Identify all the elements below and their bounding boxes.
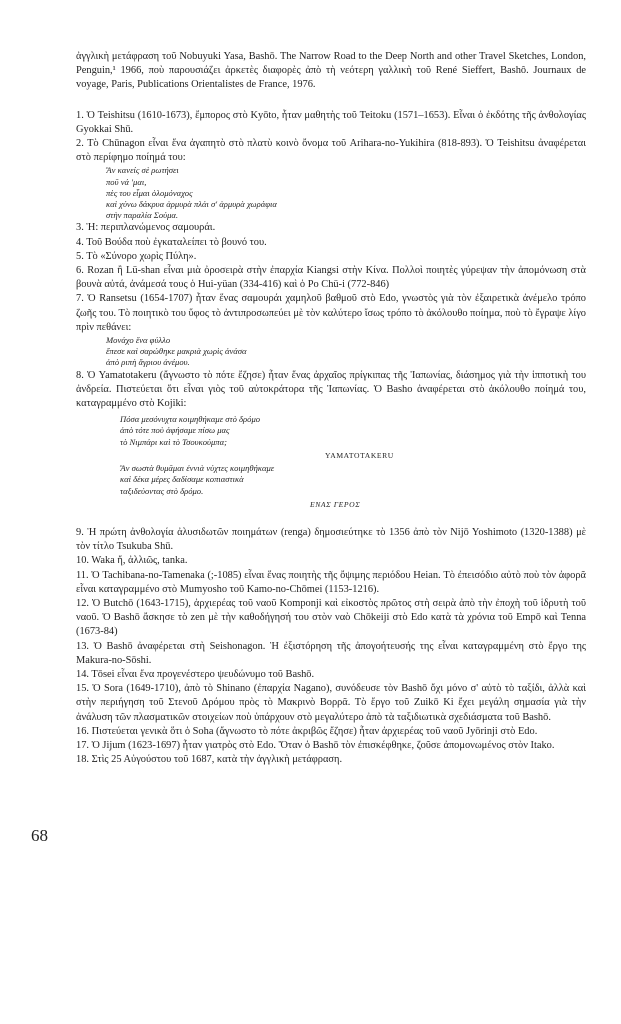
note-8: 8. Ὁ Yamatotakeru (ἄγνωστο τὸ πότε ἔζησε) ἦταν ἕνας ἀρχαῖος πρίγκιπας τῆς Ἰαπωνίας, διάσημος γιὰ τὴν ἱπποτικὴ του ἀνδρεία. Πιστεύεται ὅτι εἶναι γιὸς τοῦ αὐτοκράτορα τῆς Ἰαπωνίας. Ὁ Basho ἀναφέρεται στὸ ἀκόλουθο ποίημά του, καταγραμμένο στὸ Kojiki: xyxy=(76,369,586,410)
poem-line: Ἂν σωστὰ θυμᾶμαι ἐννιὰ νύχτες κοιμηθήκαμε xyxy=(120,463,275,474)
spacer xyxy=(76,510,586,526)
poem-line: καὶ χύνω δάκρυα ἁρμυρὰ πλάι σ' ἁρμυρὰ χωράφια xyxy=(106,199,277,210)
note-2-poem xyxy=(106,165,586,221)
poem-line: ἔπεσε καὶ σαρώθηκε μακριὰ χωρὶς ἀνάσα xyxy=(106,346,247,357)
page-number: 68 xyxy=(31,826,48,845)
spacer xyxy=(76,93,586,109)
note-8-poem-1 xyxy=(120,414,586,510)
note-14: 14. Tōsei εἶναι ἕνα προγενέστερο ψευδώνυμο τοῦ Bashō. xyxy=(76,668,315,680)
intro-paragraph: ἀγγλικὴ μετάφραση τοῦ Nobuyuki Yasa, Bashō. The Narrow Road to the Deep North and other Travel Sketches, London, Penguin,¹ 1966, ποὺ παρουσιάζει ἀρκετὲς διαφορὲς ἀπὸ τὴ νεότερη γαλλικὴ τοῦ René Sieffert, Bashô. Journaux de voyage, Paris, Publications Orientalistes de France, 1976. xyxy=(76,51,586,91)
poem-line: καὶ δέκα μέρες δαδίσαμε κοπιαστικὰ xyxy=(120,474,244,485)
note-7-poem xyxy=(106,335,586,369)
note-1: 1. Ὁ Teishitsu (1610-1673), ἔμπορος στὸ Kyōto, ἦταν μαθητὴς τοῦ Teitoku (1571–1653). Εἶναι ὁ ἐκδότης τῆς ἀνθολογίας Gyokkai Shū. xyxy=(76,109,586,135)
poem-line: Μονάχο ἕνα φύλλο xyxy=(106,335,171,346)
note-10: 10. Waka ἤ, ἀλλιῶς, tanka. xyxy=(76,555,188,567)
poem-signature: ΕΝΑΣ ΓΕΡΟΣ xyxy=(310,499,361,509)
poem-line: τὸ Νιμπάρι καὶ τὸ Τσουκούμπα; xyxy=(120,436,227,447)
note-15: 15. Ὁ Sora (1649-1710), ἀπὸ τὸ Shinano (ἐπαρχία Nagano), συνόδευσε τὸν Bashō ὄχι μόνο σ' αὐτὸ τὸ ταξίδι, ἀλλὰ καὶ στὴν περιήγηση τοῦ Στενοῦ Δρόμου πρὸς τὸ Μακρινὸ Βορρᾶ. Τὸ ἔργο τοῦ Zuikō Ki ἔχει μεγάλη σημασία γιὰ τὴν ἀνάλυση τῶν πλασματικῶν στοιχείων ποὺ ὑπάρχουν στὸ μεγαλύτερο ἀπὸ τὰ ταξιδιωτικὰ σχεδιάσματα τοῦ Bashō. xyxy=(76,683,586,723)
note-4: 4. Τοῦ Βούδα ποὺ ἐγκαταλείπει τὸ βουνό του. xyxy=(76,236,267,248)
note-5: 5. Τὸ «Σύνορο χωρὶς Πύλη». xyxy=(76,250,197,262)
note-6: 6. Rozan ἢ Lü-shan εἶναι μιὰ ὀροσειρὰ στὴν ἐπαρχία Kiangsi στὴν Κίνα. Πολλοὶ ποιητὲς γύρεψαν τὴν ἀπομόνωση στὰ βουνὰ αὐτά, ἀνάμεσά τους ὁ Hui-yüan (334-416) καὶ ὁ Po Chü-i (772-846) xyxy=(76,265,586,291)
note-18: 18. Στὶς 25 Αὐγούστου τοῦ 1687, κατὰ τὴν ἀγγλικὴ μετάφραση. xyxy=(76,754,343,766)
poem-signature: YAMATOTAKERU xyxy=(325,450,394,460)
note-2: 2. Τὸ Chūnagon εἶναι ἕνα ἀγαπητὸ στὸ πλατὺ κοινὸ ὄνομα τοῦ Arihara-no-Yukihira (818-893). Ὁ Teishitsu ἀναφέρεται στὸ περίφημο ποίημά του: xyxy=(76,138,586,164)
note-16: 16. Πιστεύεται γενικὰ ὅτι ὁ Soha (ἄγνωστο τὸ πότε ἀκριβῶς ἔζησε) ἦταν ἀρχιερέας τοῦ ναοῦ Jyōrinji στὸ Edo. xyxy=(76,725,538,737)
note-17: 17. Ὁ Jijum (1623-1697) ἦταν γιατρὸς στὸ Edo. Ὅταν ὁ Bashō τὸν ἐπισκέφθηκε, ζοῦσε ἀπομονωμένος στὸν Itako. xyxy=(76,739,555,751)
note-11: 11. Ὁ Tachibana-no-Tamenaka (;-1085) εἶναι ἕνας ποιητὴς τῆς ὄψιμης περιόδου Heian. Τὸ ἐπεισόδιο αὐτὸ ποὺ τὸν ἀφορᾶ εἶναι καταγραμμένο στὸ Mumyosho τοῦ Kamo-no-Chōmei (1153-1216). xyxy=(76,569,586,595)
poem-line: ποῦ νά 'μαι, xyxy=(106,176,147,187)
poem-line: Ἂν κανείς σὲ ρωτήσει xyxy=(106,165,179,176)
note-7: 7. Ὁ Ransetsu (1654-1707) ἦταν ἕνας σαμουράι χαμηλοῦ βαθμοῦ στὸ Edo, γνωστὸς γιὰ τὸν ἐξαιρετικὰ ἀνέμελο τρόπο ζωῆς του. Τὸ ποιητικὸ του ὕφος τὸ ἀντιπροσωπεύει μὲ τὸν καλύτερο ἴσως τρόπο τὸ ἀκόλουθο ποίημα, ποὺ τὸ ἔγραψε λίγο πρὶν πεθάνει: xyxy=(76,293,586,333)
poem-line: Πόσα μεσόνυχτα κοιμηθήκαμε στὸ δρόμο xyxy=(120,414,261,425)
poem-line: στὴν παραλία Σούμα. xyxy=(106,210,179,221)
note-9: 9. Ἡ πρώτη ἀνθολογία ἀλυσιδωτῶν ποιημάτων (renga) δημοσιεύτηκε τὸ 1356 ἀπὸ τὸν Nijō Yoshimoto (1320-1388) μὲ τὸν τίτλο Tsukuba Shū. xyxy=(76,526,586,553)
poem-line: ταξιδεύοντας στὸ δρόμο. xyxy=(120,485,204,496)
note-13: 13. Ὁ Bashō ἀναφέρεται στὴ Seishonagon. Ἡ ἐξιστόρηση τῆς ἀπογοήτευσής της εἶναι καταγραμμένη στὸ ἔργο της Makura-no-Sōshi. xyxy=(76,640,586,666)
poem-line: ἀπὸ ριπὴ ἄγριου ἀνέμου. xyxy=(106,357,190,368)
poem-line: ἀπὸ τότε ποὺ ἀφήσαμε πίσω μας xyxy=(120,425,230,436)
page-body xyxy=(76,50,586,767)
note-12: 12. Ὁ Butchō (1643-1715), ἀρχιερέας τοῦ ναοῦ Komponji καὶ εἰκοστὸς πρῶτος στὴ σειρὰ ἀπὸ τὴν ἐποχὴ τοῦ ἱδρυτὴ τοῦ ναοῦ. Ὁ Bashō ἄσκησε τὸ zen μὲ τὴν καθοδήγησή του στὸν ναὸ Chōkeiji στὸ Edo κατὰ τὰ χρόνια τοῦ Empō καὶ Tenna (1673-84) xyxy=(76,597,586,638)
note-3: 3. Ἡ: περιπλανώμενος σαμουράι. xyxy=(76,222,216,234)
poem-line: πὲς του εἶμαι ὁλομόναχος xyxy=(106,187,193,198)
